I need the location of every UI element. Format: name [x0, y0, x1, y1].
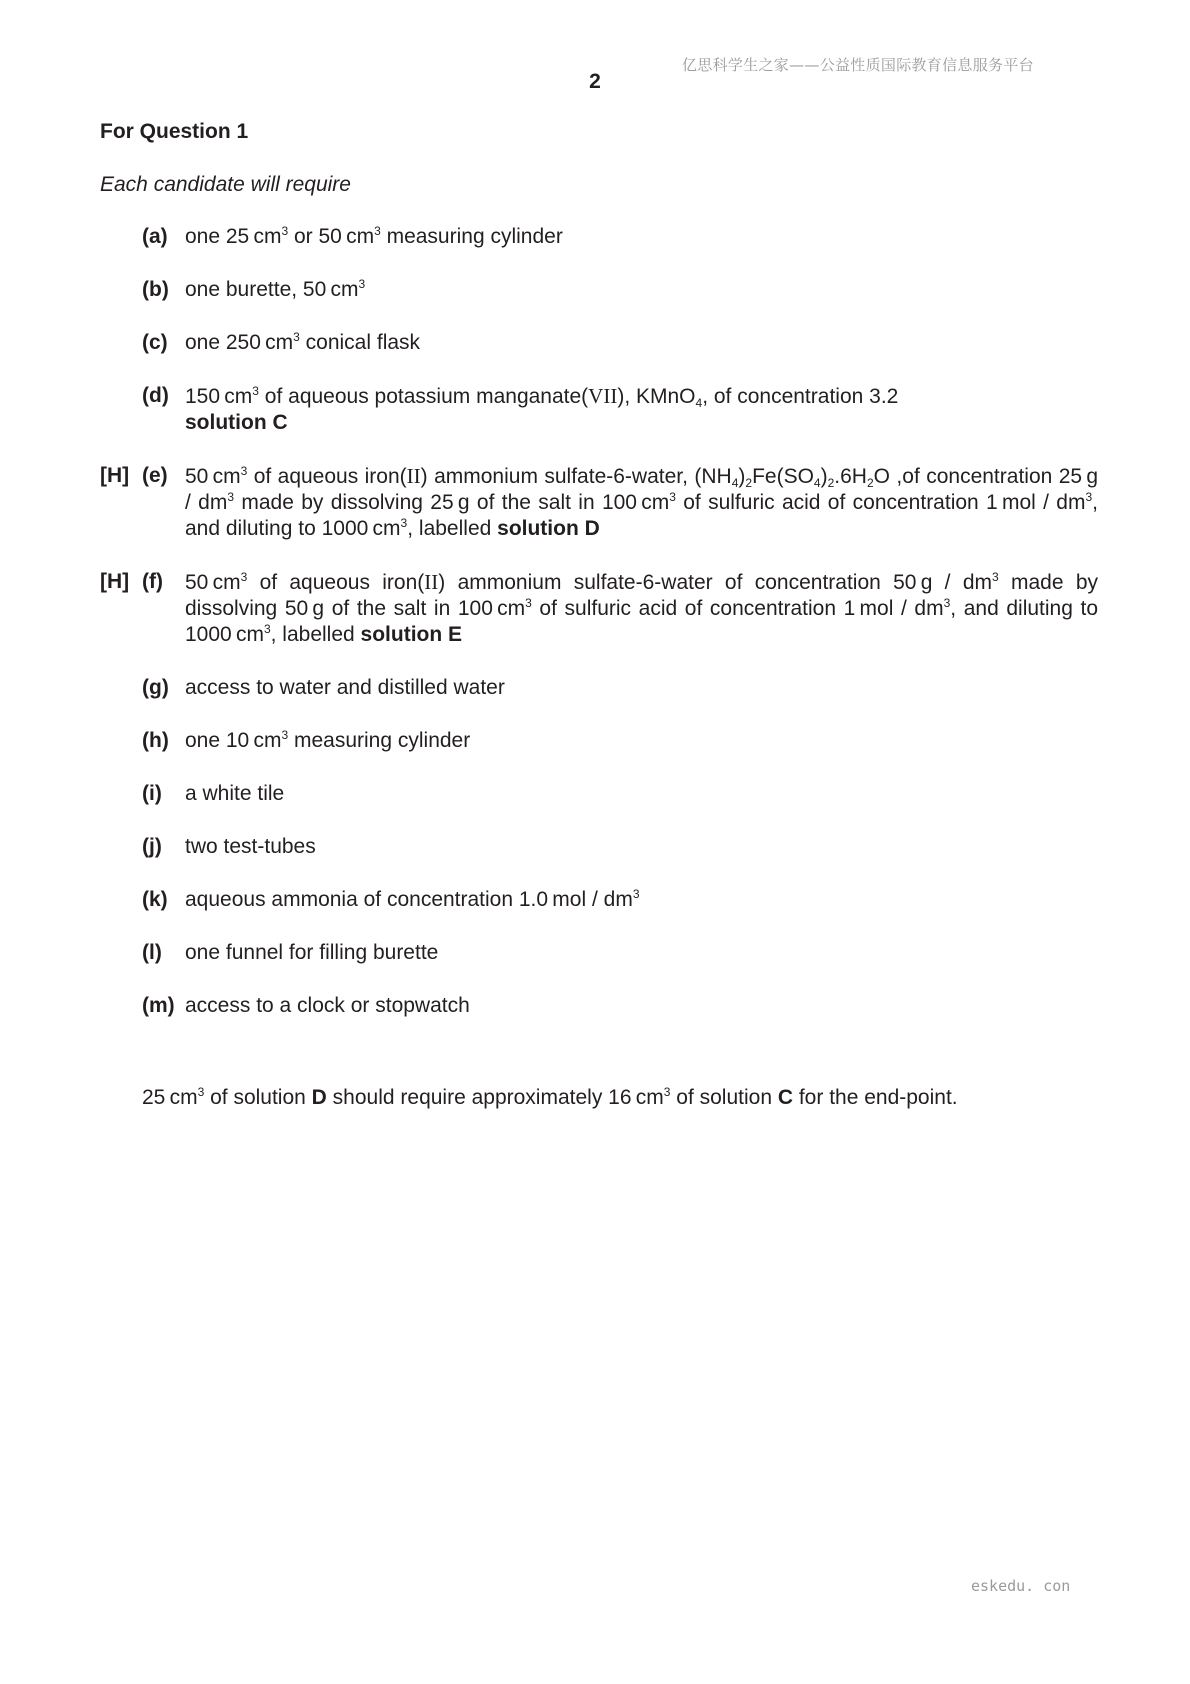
item-text: aqueous ammonia of concentration 1.0 mol / $dm^3$: [185, 887, 640, 911]
list-item: [100, 940, 1098, 966]
item-letter: (i): [142, 782, 162, 805]
solution-label: solution D: [497, 517, 600, 540]
list-item: [100, 463, 1098, 542]
item-text: one 10 $cm^3$ measuring cylinder: [185, 728, 471, 752]
item-letter: (k): [142, 888, 168, 911]
item-letter: (e): [142, 464, 168, 487]
list-item: [100, 330, 1098, 356]
item-text: access to a clock or stopwatch: [185, 994, 470, 1017]
list-item: [100, 887, 1098, 913]
list-item: [100, 277, 1098, 303]
item-letter: (m): [142, 994, 175, 1017]
solution-label: solution C: [185, 411, 288, 434]
footer-watermark: eskedu. con: [971, 1577, 1071, 1595]
item-text: 50 $cm^3$ of aqueous iron(II) ammonium sulfate-6-water of concentration 50 g / $dm^3$ made by dissolving 50 g of the salt in 100 $cm^3$ of sulfuric acid of concentration 1 mol / $dm^3$, and diluting to 1000 $cm^3$, labelled solution E: [185, 570, 1099, 646]
requirements-list: [100, 224, 1098, 1019]
item-letter: (a): [142, 225, 168, 248]
list-item: [100, 224, 1098, 250]
higher-tier-marker: [H]: [100, 570, 130, 593]
list-item: [100, 569, 1098, 648]
item-text: two test-tubes: [185, 835, 316, 858]
item-text: one 25 $cm^3$ or 50 $cm^3$ measuring cylinder: [185, 224, 563, 248]
list-item: [100, 834, 1098, 860]
item-text: 50 $cm^3$ of aqueous iron(II) ammonium sulfate-6-water, $(NH_4)_2Fe(SO_4)_2.6H_2O$ ,of concentration 25 g / $dm^3$ made by dissolving 25 g of the salt in 100 $cm^3$ of sulfuric acid of concentration 1 mol / $dm^3$, and diluting to 1000 $cm^3$, labelled solution D: [185, 464, 1099, 540]
page-number: 2: [589, 70, 601, 93]
section-heading: For Question 1: [100, 120, 249, 143]
item-text: 150 $cm^3$ of aqueous potassium manganate(VII), KMnO$_4$, of concentration 3.2 solution C: [185, 384, 899, 434]
item-text: one 250 $cm^3$ conical flask: [185, 330, 421, 354]
intro-text: Each candidate will require: [100, 173, 351, 196]
item-letter: (d): [142, 384, 169, 407]
end-point-note: 25 $cm^3$ of solution D should require approximately 16 $cm^3$ of solution C for the end-point.: [142, 1085, 958, 1109]
list-item: [100, 728, 1098, 754]
list-item: [100, 383, 1098, 436]
item-letter: (g): [142, 676, 169, 699]
item-text: access to water and distilled water: [185, 676, 505, 699]
list-item: [100, 675, 1098, 701]
item-text: one funnel for filling burette: [185, 941, 439, 964]
header-watermark: 亿思科学生之家——公益性质国际教育信息服务平台: [682, 56, 1034, 74]
list-item: [100, 781, 1098, 807]
item-letter: (j): [142, 835, 162, 858]
item-letter: (b): [142, 278, 169, 301]
item-text: one burette, 50 $cm^3$: [185, 277, 366, 301]
item-letter: (c): [142, 331, 168, 354]
higher-tier-marker: [H]: [100, 464, 130, 487]
item-text: a white tile: [185, 782, 285, 805]
item-letter: (h): [142, 729, 169, 752]
list-item: [100, 993, 1098, 1019]
item-letter: (f): [142, 570, 163, 593]
solution-label: solution E: [360, 623, 463, 646]
item-letter: (l): [142, 941, 162, 964]
